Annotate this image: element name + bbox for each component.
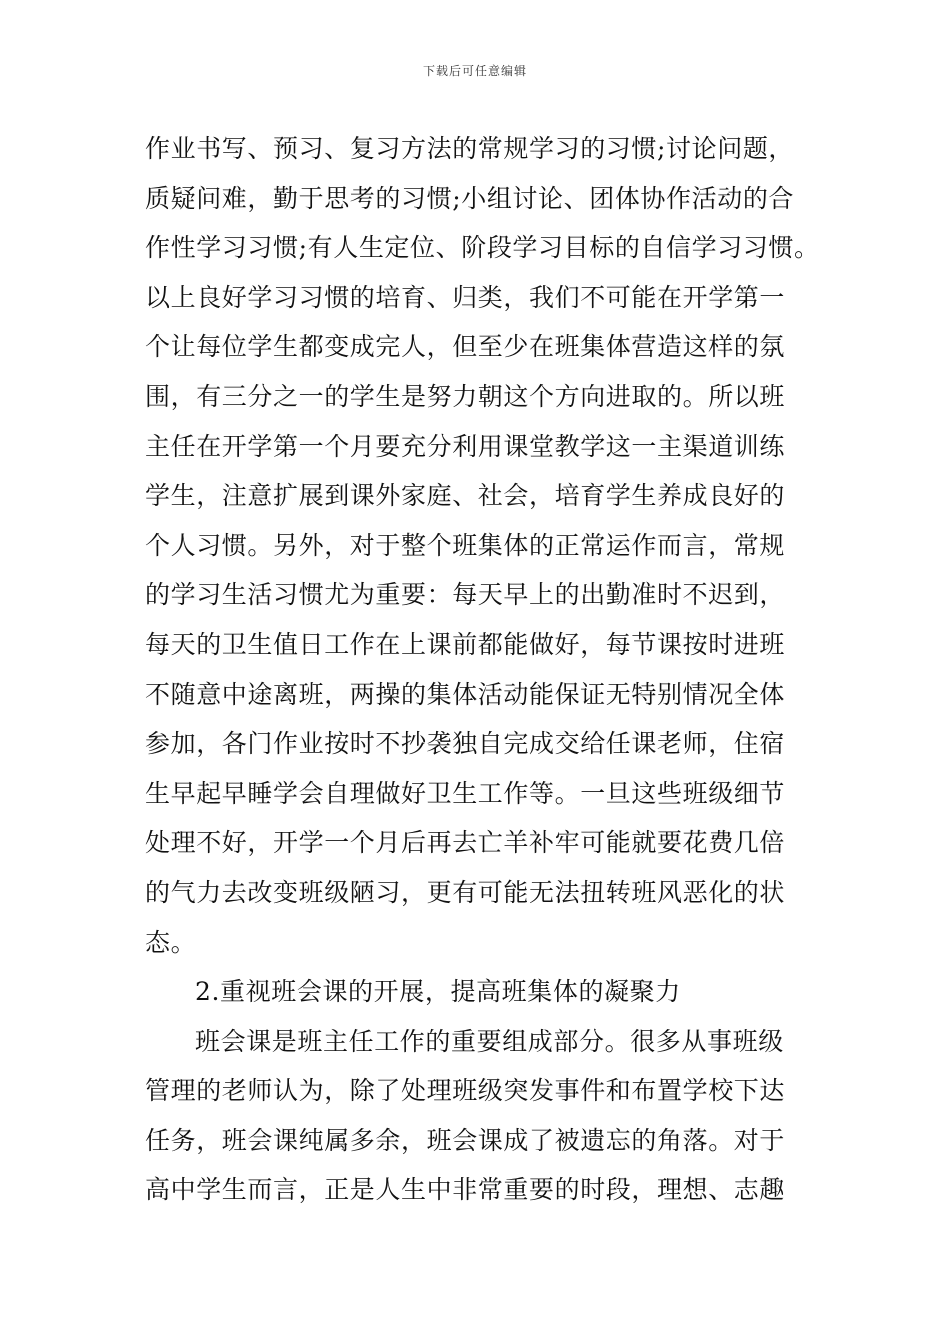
text-line: 围，有三分之一的学生是努力朝这个方向进取的。所以班 — [145, 381, 786, 411]
document-body — [145, 124, 825, 1215]
text-line: 任务，班会课纯属多余，班会课成了被遗忘的角落。对于 — [145, 1125, 786, 1155]
text-line: 不随意中途离班，两操的集体活动能保证无特别情况全体 — [145, 679, 786, 709]
text-line: 质疑问难，勤于思考的习惯;小组讨论、团体协作活动的合 — [145, 183, 795, 213]
text-line: 高中学生而言，正是人生中非常重要的时段，理想、志趣 — [145, 1175, 786, 1205]
text-line: 参加，各门作业按时不抄袭独自完成交给任课老师，住宿 — [145, 729, 786, 759]
section-heading: 2.重视班会课的开展，提高班集体的凝聚力 — [195, 977, 681, 1007]
text-line: 态。 — [145, 927, 197, 957]
text-line: 管理的老师认为，除了处理班级突发事件和布置学校下达 — [145, 1076, 786, 1106]
text-line: 作性学习习惯;有人生定位、阶段学习目标的自信学习习惯。 — [145, 233, 820, 263]
page-header: 下载后可任意编辑 — [422, 64, 527, 78]
text-line: 处理不好，开学一个月后再去亡羊补牢可能就要花费几倍 — [145, 828, 786, 858]
text-line: 个人习惯。另外，对于整个班集体的正常运作而言，常规 — [145, 530, 786, 560]
text-line: 每天的卫生值日工作在上课前都能做好，每节课按时进班 — [145, 629, 786, 659]
text-line: 个让每位学生都变成完人，但至少在班集体营造这样的氛 — [145, 332, 786, 362]
paragraph-start-line: 班会课是班主任工作的重要组成部分。很多从事班级 — [195, 1026, 784, 1056]
text-line: 以上良好学习习惯的培育、归类，我们不可能在开学第一 — [145, 282, 786, 312]
text-line: 的学习生活习惯尤为重要：每天早上的出勤准时不迟到， — [145, 580, 786, 610]
text-line: 主任在开学第一个月要充分利用课堂教学这一主渠道训练 — [145, 431, 786, 461]
text-line: 作业书写、预习、复习方法的常规学习的习惯;讨论问题， — [145, 134, 795, 163]
text-line: 生早起早睡学会自理做好卫生工作等。一旦这些班级细节 — [145, 778, 786, 808]
text-line: 的气力去改变班级陋习，更有可能无法扭转班风恶化的状 — [145, 877, 786, 907]
text-line: 学生，注意扩展到课外家庭、社会，培育学生养成良好的 — [145, 481, 786, 511]
